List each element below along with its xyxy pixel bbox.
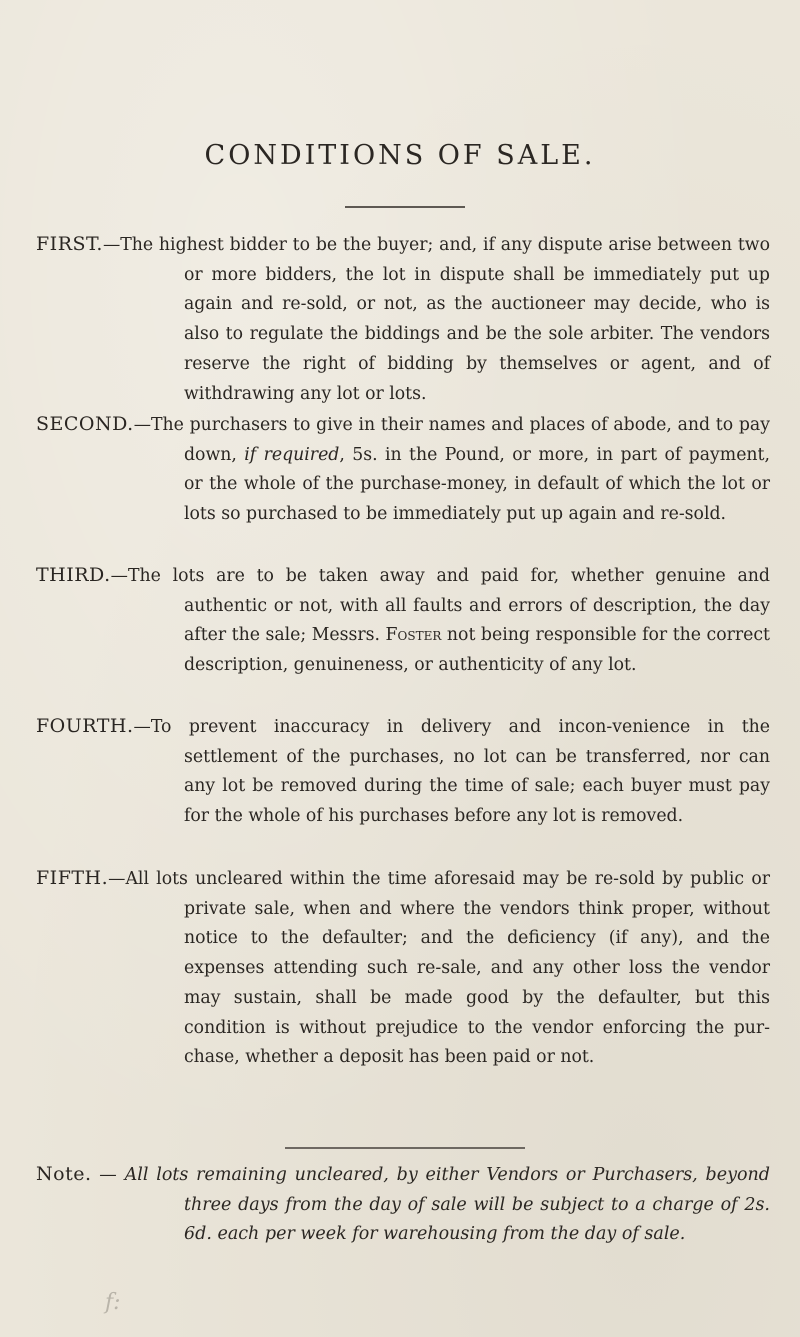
clause-text: —The purchasers to give in their names and places of abode, and to pay down,: [133, 415, 770, 465]
clause-text: not being responsible for the correct description, genuineness, or authenticity of any lot.: [184, 625, 770, 676]
clause-text: —All lots uncleared within the time aforesaid may be re-sold by public or private sale, when and where the vendors think proper, without notice to the defaulter; and the deficiency (if any), and the expenses attending such re-sale, and any other loss the vendor may sustain, shall be made good by the defaulter, but this condition is without prejudice to the vendor enforcing the pur-chase, whether a deposit has been paid or not.: [108, 869, 770, 1068]
clause-heading: FIFTH.: [36, 867, 109, 889]
clause-heading: SECOND.: [36, 413, 134, 435]
clause-fourth: [36, 712, 770, 832]
clause-heading: THIRD.: [36, 564, 111, 586]
page-title: CONDITIONS OF SALE.: [204, 140, 596, 171]
clause-text: —To prevent inaccuracy in delivery and incon-venience in the settlement of the purchases, no lot can be transferred, nor can any lot be removed during the time of sale; each buyer must pay for the whole of his purchases before any lot is removed.: [133, 717, 770, 827]
note-paragraph: [36, 1160, 770, 1250]
clause-first: [36, 230, 770, 409]
note-divider: [285, 1147, 525, 1149]
clause-text: —The lots are to be taken away and paid for, whether genuine and authentic or not, with all faults and errors of description, the day after the sale; Messrs.: [110, 566, 770, 646]
clause-text: —The highest bidder to be the buyer; and, if any dispute arise between two or more bidders, the lot in dispute shall be immediately put up again and re-sold, or not, as the auctioneer may decide, who is also to regulate the biddings and be the sole arbiter. The vendors reserve the right of bidding by themselves or agent, and of withdrawing any lot or lots.: [102, 235, 770, 404]
clause-text-italic: if required: [244, 444, 340, 465]
note-text: — All lots remaining uncleared, by either Vendors or Purchasers, beyond three days from the day of sale will be subject to a charge of 2s. 6d. each per week for warehousing from the day of sale.: [91, 1165, 770, 1245]
note-heading: Note.: [36, 1163, 92, 1185]
title-divider: [345, 206, 465, 208]
clause-text: , 5s. in the Pound, or more, in part of payment, or the whole of the purchase-money, in default of which the lot or lots so purchased to be immediately put up again and re-sold.: [184, 444, 770, 525]
clause-heading: FOURTH.: [36, 715, 134, 737]
clause-second: [36, 410, 770, 530]
clause-text-smallcaps: Foster: [385, 625, 442, 646]
pencil-annotation: f:: [105, 1290, 121, 1315]
clause-heading: FIRST.: [36, 233, 103, 255]
clause-fifth: [36, 864, 770, 1073]
clause-third: [36, 561, 770, 681]
